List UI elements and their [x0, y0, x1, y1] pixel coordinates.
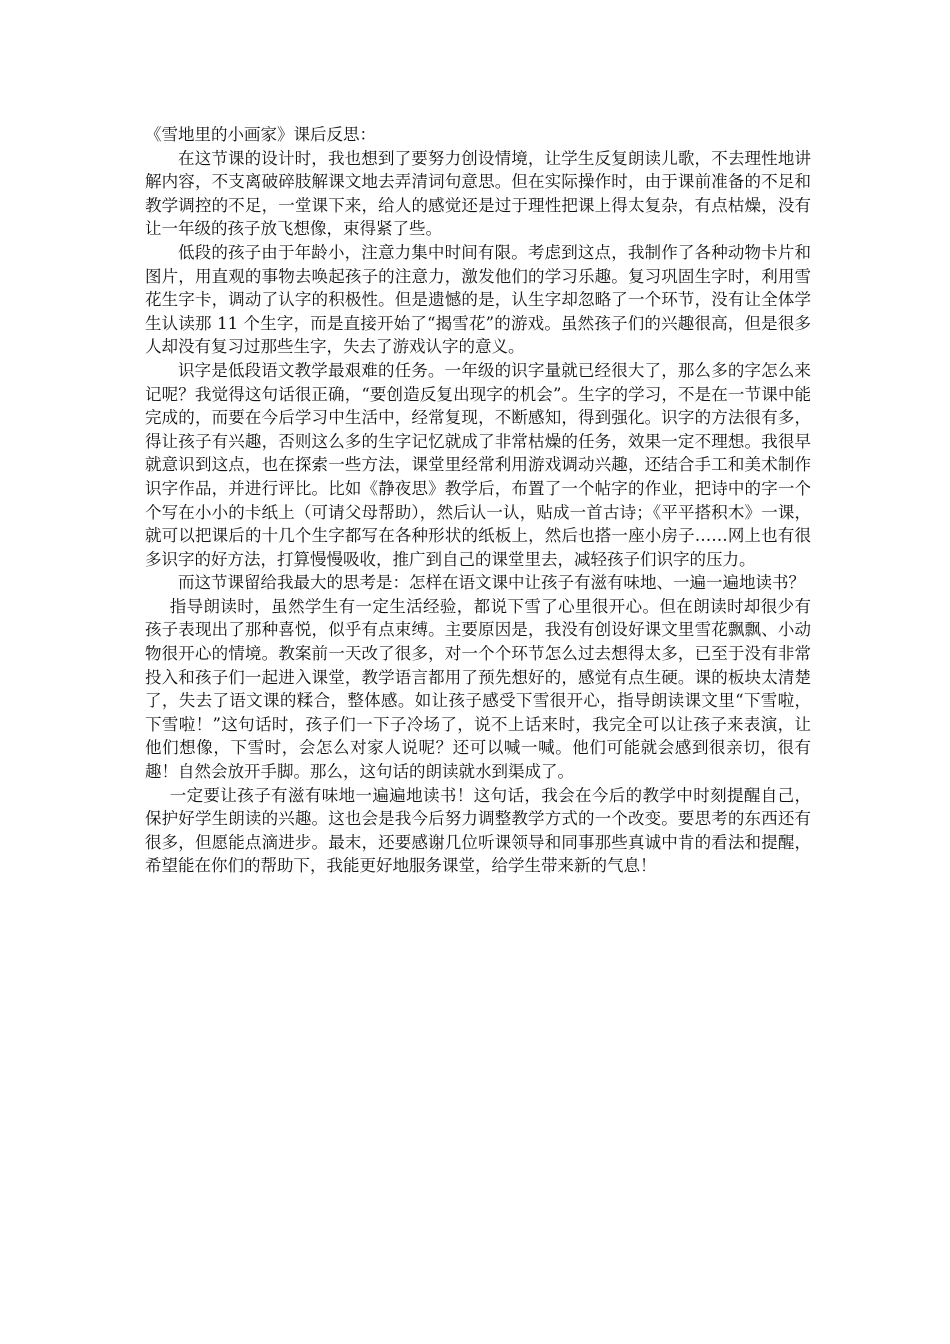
paragraph-literacy: 识字是低段语文教学最艰难的任务。一年级的识字量就已经很大了，那么多的字怎么来记呢？我觉得这句话很正确，“要创造反复出现字的机会”。生字的学习，不是在一节课中能完成的，而要在今后学习中生活中，经常复现，不断感知，得到强化。识字的方法很有多，得让孩子有兴趣，否则这么多的生字记忆就成了非常枯燥的任务，效果一定不理想。我很早就意识到这点，也在探索一些方法，课堂里经常利用游戏调动兴趣，还结合手工和美术制作识字作品，并进行评比。比如《静夜思》教学后，布置了一个帖字的作业，把诗中的字一个个写在小小的卡纸上（可请父母帮助），然后认一认，贴成一首古诗；《平平搭积木》一课，就可以把课后的十几个生字都写在各种形状的纸板上，然后也搭一座小房子……网上也有很多识字的好方法，打算慢慢吸收，推广到自己的课堂里去，减轻孩子们识字的压力。 — [145, 360, 811, 569]
paragraph-attention: 低段的孩子由于年龄小，注意力集中时间有限。考虑到这点，我制作了各种动物卡片和图片，用直观的事物去唤起孩子的注意力，激发他们的学习乐趣。复习巩固生字时，利用雪花生字卡，调动了认字的积极性。但是遗憾的是，认生字却忽略了一个环节，没有让全体学生认读那 11 个生字，而是直接开始了“揭雪花”的游戏。虽然孩子们的兴趣很高，但是很多人却没有复习过那些生字，失去了游戏认字的意义。 — [145, 242, 811, 357]
paragraph-conclusion: 一定要让孩子有滋有味地一遍遍地读书！这句话，我会在今后的教学中时刻提醒自己，保护好学生朗读的兴趣。这也会是我今后努力调整教学方式的一个改变。要思考的东西还有很多，但愿能点滴进步。最末，还要感谢几位听课领导和同事那些真诚中肯的看法和提醒，希望能在你们的帮助下，我能更好地服务课堂，给学生带来新的气息！ — [145, 785, 811, 876]
document-title: 《雪地里的小画家》课后反思： — [145, 125, 376, 144]
paragraph-reading-guidance: 指导朗读时，虽然学生有一定生活经验，都说下雪了心里很开心。但在朗读时却很少有孩子表现出了那种喜悦，似乎有点束缚。主要原因是，我没有创设好课文里雪花飘飘、小动物很开心的情境。教案前一天改了很多，对一个个环节怎么过去想得太多，已至于没有非常投入和孩子们一起进入课堂，教学语言都用了预先想好的，感觉有点生硬。课的板块太清楚了，失去了语文课的糅合，整体感。如让孩子感受下雪很开心，指导朗读课文里“下雪啦，下雪啦！”这句话时，孩子们一下子冷场了，说不上话来时，我完全可以让孩子来表演，让他们想像，下雪时，会怎么对家人说呢？还可以喊一喊。他们可能就会感到很亲切，很有趣！自然会放开手脚。那么，这句话的朗读就水到渠成了。 — [145, 596, 811, 782]
paragraph-design-intent: 在这节课的设计时，我也想到了要努力创设情境，让学生反复朗读儿歌，不去理性地讲解内容，不支离破碎肢解课文地去弄清词句意思。但在实际操作时，由于课前准备的不足和教学调控的不足，一堂课下来，给人的感觉还是过于理性把课上得太复杂，有点枯燥，没有让一年级的孩子放飞想像，束得紧了些。 — [145, 148, 811, 239]
document-body — [145, 123, 811, 878]
paragraph-reflection-question: 而这节课留给我最大的思考是：怎样在语文课中让孩子有滋有味地、一遍一遍地读书？ — [178, 573, 805, 593]
